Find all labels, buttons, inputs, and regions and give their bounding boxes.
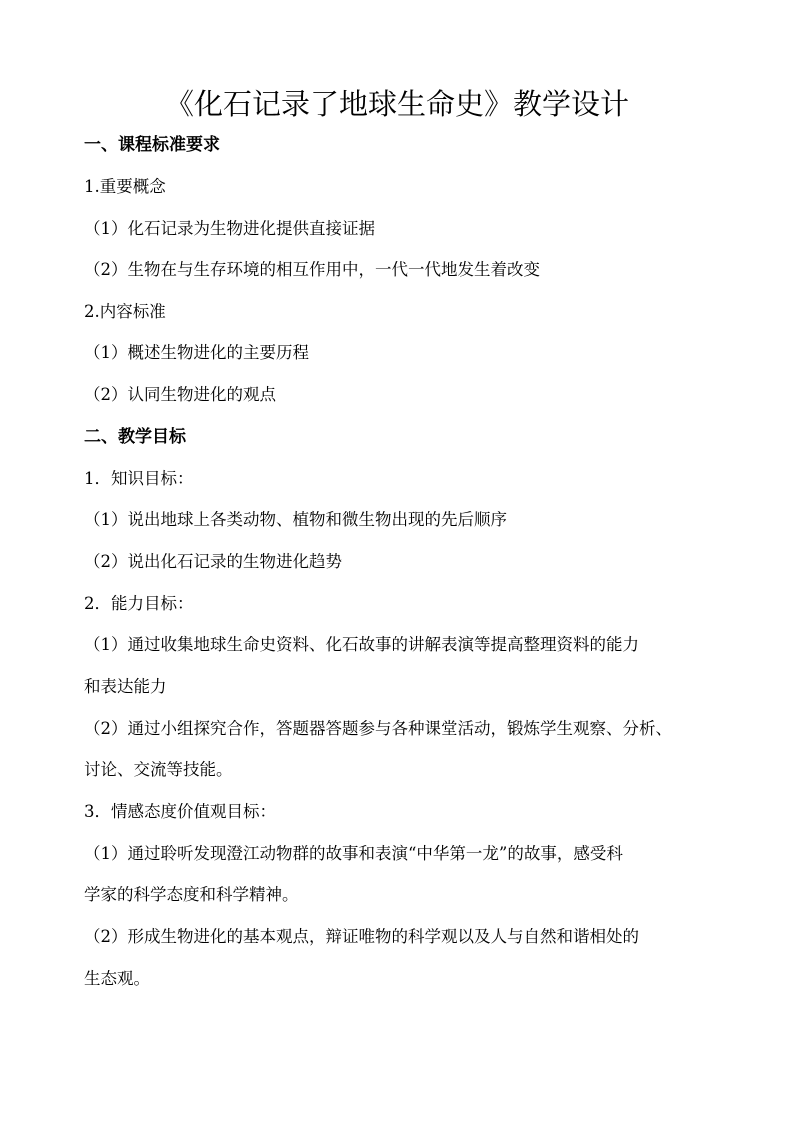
list-item: （1）化石记录为生物进化提供直接证据 <box>84 219 375 238</box>
section-heading-objectives: 二、教学目标 <box>84 427 186 447</box>
list-item: （2）形成生物进化的基本观点，辩证唯物的科学观以及人与自然和谐相处的 <box>84 927 639 946</box>
list-item: （1）说出地球上各类动物、植物和微生物出现的先后顺序 <box>84 510 507 529</box>
list-item: （2）通过小组探究合作，答题器答题参与各种课堂活动，锻炼学生观察、分析、 <box>84 719 672 738</box>
document-title: 《化石记录了地球生命史》教学设计 <box>164 87 629 121</box>
subheading-ability-objectives: 2．能力目标： <box>84 594 194 613</box>
subheading-knowledge-objectives: 1．知识目标： <box>84 469 194 488</box>
list-item: （2）认同生物进化的观点 <box>84 385 276 404</box>
list-item: （2）说出化石记录的生物进化趋势 <box>84 552 342 571</box>
list-item: （1）通过收集地球生命史资料、化石故事的讲解表演等提高整理资料的能力 <box>84 635 639 654</box>
list-item-continuation: 讨论、交流等技能。 <box>84 760 233 779</box>
list-item: （1）通过聆听发现澄江动物群的故事和表演“中华第一龙”的故事，感受科 <box>84 844 623 863</box>
subheading-key-concepts: 1.重要概念 <box>84 177 166 196</box>
list-item-continuation: 和表达能力 <box>84 677 167 696</box>
subheading-attitude-objectives: 3．情感态度价值观目标： <box>84 802 276 821</box>
list-item-continuation: 生态观。 <box>84 969 150 988</box>
list-item: （2）生物在与生存环境的相互作用中，一代一代地发生着改变 <box>84 260 540 279</box>
subheading-content-standards: 2.内容标准 <box>84 302 166 321</box>
list-item-continuation: 学家的科学态度和科学精神。 <box>84 885 299 904</box>
list-item: （1）概述生物进化的主要历程 <box>84 343 309 362</box>
section-heading-curriculum: 一、课程标准要求 <box>84 135 220 155</box>
